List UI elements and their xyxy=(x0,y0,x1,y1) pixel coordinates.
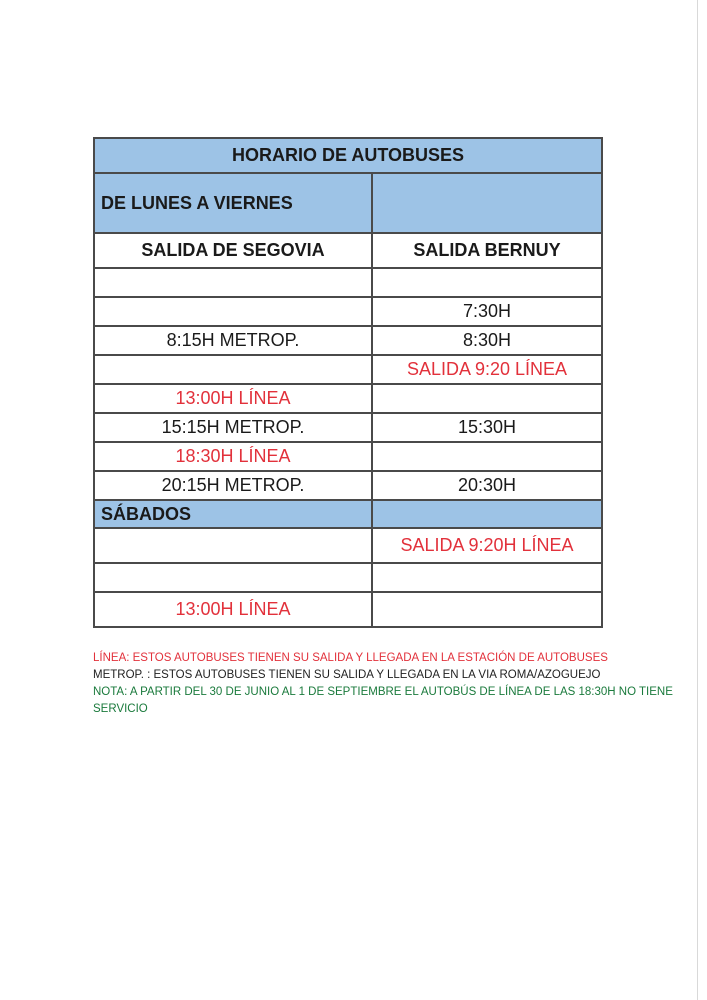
schedule-row xyxy=(94,355,602,384)
segovia-departure-cell: 15:15H METROP. xyxy=(94,413,372,442)
schedule-row xyxy=(94,528,602,563)
segovia-departure-cell: 20:15H METROP. xyxy=(94,471,372,500)
saturday-label-empty xyxy=(372,500,602,528)
segovia-departure-cell xyxy=(94,528,372,563)
saturday-label: SÁBADOS xyxy=(94,500,372,528)
segovia-departure-cell: 18:30H LÍNEA xyxy=(94,442,372,471)
schedule-row xyxy=(94,563,602,592)
segovia-departure-cell xyxy=(94,355,372,384)
weekday-label: DE LUNES A VIERNES xyxy=(94,173,372,233)
bernuy-departure-cell: 15:30H xyxy=(372,413,602,442)
schedule-title: HORARIO DE AUTOBUSES xyxy=(94,138,602,173)
segovia-departure-cell xyxy=(94,563,372,592)
schedule-row xyxy=(94,442,602,471)
schedule-row xyxy=(94,413,602,442)
bernuy-departure-cell: SALIDA 9:20H LÍNEA xyxy=(372,528,602,563)
bernuy-departure-cell xyxy=(372,592,602,627)
saturday-label-row xyxy=(94,500,602,528)
segovia-departure-cell xyxy=(94,268,372,297)
col-header-bernuy: SALIDA BERNUY xyxy=(372,233,602,268)
bernuy-departure-cell: 8:30H xyxy=(372,326,602,355)
title-row xyxy=(94,138,602,173)
segovia-departure-cell: 13:00H LÍNEA xyxy=(94,592,372,627)
schedule-row xyxy=(94,592,602,627)
col-header-segovia: SALIDA DE SEGOVIA xyxy=(94,233,372,268)
schedule-row xyxy=(94,297,602,326)
bernuy-departure-cell xyxy=(372,384,602,413)
schedule-row xyxy=(94,268,602,297)
page-edge-line xyxy=(697,0,698,1000)
schedule-row xyxy=(94,384,602,413)
bernuy-departure-cell: 20:30H xyxy=(372,471,602,500)
bernuy-departure-cell: SALIDA 9:20 LÍNEA xyxy=(372,355,602,384)
bernuy-departure-cell xyxy=(372,268,602,297)
legend-notes xyxy=(93,650,673,718)
note-linea: LÍNEA: ESTOS AUTOBUSES TIENEN SU SALIDA Y LLEGADA EN LA ESTACIÓN DE AUTOBUSES xyxy=(93,652,608,664)
segovia-departure-cell xyxy=(94,297,372,326)
bernuy-departure-cell xyxy=(372,563,602,592)
column-header-row xyxy=(94,233,602,268)
bus-schedule-table xyxy=(93,137,603,628)
segovia-departure-cell: 8:15H METROP. xyxy=(94,326,372,355)
bernuy-departure-cell: 7:30H xyxy=(372,297,602,326)
weekday-label-empty xyxy=(372,173,602,233)
bernuy-departure-cell xyxy=(372,442,602,471)
note-metrop: METROP. : ESTOS AUTOBUSES TIENEN SU SALIDA Y LLEGADA EN LA VIA ROMA/AZOGUEJO xyxy=(93,669,601,681)
weekday-label-row xyxy=(94,173,602,233)
schedule-row xyxy=(94,471,602,500)
schedule-row xyxy=(94,326,602,355)
segovia-departure-cell: 13:00H LÍNEA xyxy=(94,384,372,413)
note-summer: NOTA: A PARTIR DEL 30 DE JUNIO AL 1 DE SEPTIEMBRE EL AUTOBÚS DE LÍNEA DE LAS 18:30H NO TIENE SERVICIO xyxy=(93,686,673,715)
